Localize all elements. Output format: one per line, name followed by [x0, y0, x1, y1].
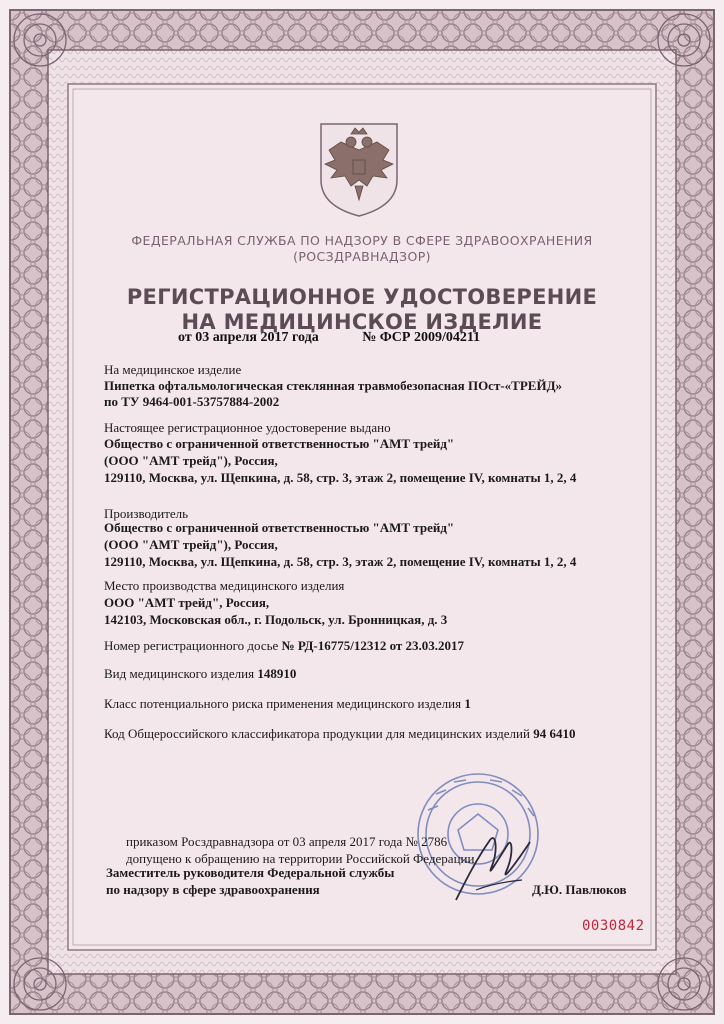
- dossier-value: № РД-16775/12312 от 23.03.2017: [281, 638, 465, 653]
- risk-class-value: 1: [464, 696, 471, 711]
- manufacturer-address: 129110, Москва, ул. Щепкина, д. 58, стр. 3, этаж 2, помещение IV, комнаты 1, 2, 4: [104, 554, 577, 569]
- manufacturer-line2: (ООО "АМТ трейд"), Россия,: [104, 537, 278, 552]
- order-line1: приказом Росздравнадзора от 03 апреля 2017 года № 2786: [126, 834, 448, 849]
- device-kind-label: Вид медицинского изделия: [104, 666, 255, 681]
- risk-class: [104, 696, 471, 712]
- agency-abbreviation: (РОСЗДРАВНАДЗОР): [293, 249, 431, 264]
- production-site-label: Место производства медицинского изделия: [104, 578, 345, 593]
- dossier-label: Номер регистрационного досье: [104, 638, 279, 653]
- device-spec: по ТУ 9464-001-53757884-2002: [104, 394, 280, 409]
- production-site-line1: ООО "АМТ трейд", Россия,: [104, 595, 270, 610]
- device-name: Пипетка офтальмологическая стеклянная травмобезопасная ПОст-«ТРЕЙД»: [104, 378, 563, 393]
- device-kind-value: 148910: [257, 666, 297, 681]
- serial-number: 0030842: [582, 918, 645, 934]
- manufacturer-label: Производитель: [104, 506, 189, 521]
- risk-class-label: Класс потенциального риска применения медицинского изделия: [104, 696, 462, 711]
- signatory-name: Д.Ю. Павлюков: [532, 882, 627, 897]
- okp-code-value: 94 6410: [533, 726, 576, 741]
- okp-code-label: Код Общероссийского классификатора продукции для медицинских изделий: [104, 726, 530, 741]
- holder-address: 129110, Москва, ул. Щепкина, д. 58, стр. 3, этаж 2, помещение IV, комнаты 1, 2, 4: [104, 470, 577, 485]
- device-label: На медицинское изделие: [104, 362, 242, 377]
- device-kind: [104, 666, 296, 682]
- holder-label: Настоящее регистрационное удостоверение выдано: [104, 420, 391, 435]
- holder-line1: Общество с ограниченной ответственностью "АМТ трейд": [104, 436, 455, 451]
- holder-line2: (ООО "АМТ трейд"), Россия,: [104, 453, 278, 468]
- document-title-line1: РЕГИСТРАЦИОННОЕ УДОСТОВЕРЕНИЕ: [126, 285, 598, 309]
- signatory-title-line2: по надзору в сфере здравоохранения: [106, 882, 320, 897]
- handwritten-signature: [446, 820, 542, 910]
- dossier-number: [104, 638, 464, 654]
- order-line2: допущено к обращению на территории Российской Федерации.: [126, 851, 478, 866]
- okp-code: [104, 726, 575, 742]
- manufacturer-line1: Общество с ограниченной ответственностью "АМТ трейд": [104, 520, 455, 535]
- document-title-line2: НА МЕДИЦИНСКОЕ ИЗДЕЛИЕ: [181, 310, 543, 334]
- coat-of-arms-emblem: [311, 120, 407, 220]
- certificate-number: № ФСР 2009/04211: [362, 330, 481, 345]
- certificate-date: от 03 апреля 2017 года: [178, 330, 319, 345]
- signatory-title-line1: Заместитель руководителя Федеральной службы: [106, 865, 395, 880]
- certificate-date-number: [178, 330, 480, 346]
- production-site-address: 142103, Московская обл., г. Подольск, ул. Бронницкая, д. 3: [104, 612, 448, 627]
- agency-name: ФЕДЕРАЛЬНАЯ СЛУЖБА ПО НАДЗОРУ В СФЕРЕ ЗДРАВООХРАНЕНИЯ: [131, 233, 593, 248]
